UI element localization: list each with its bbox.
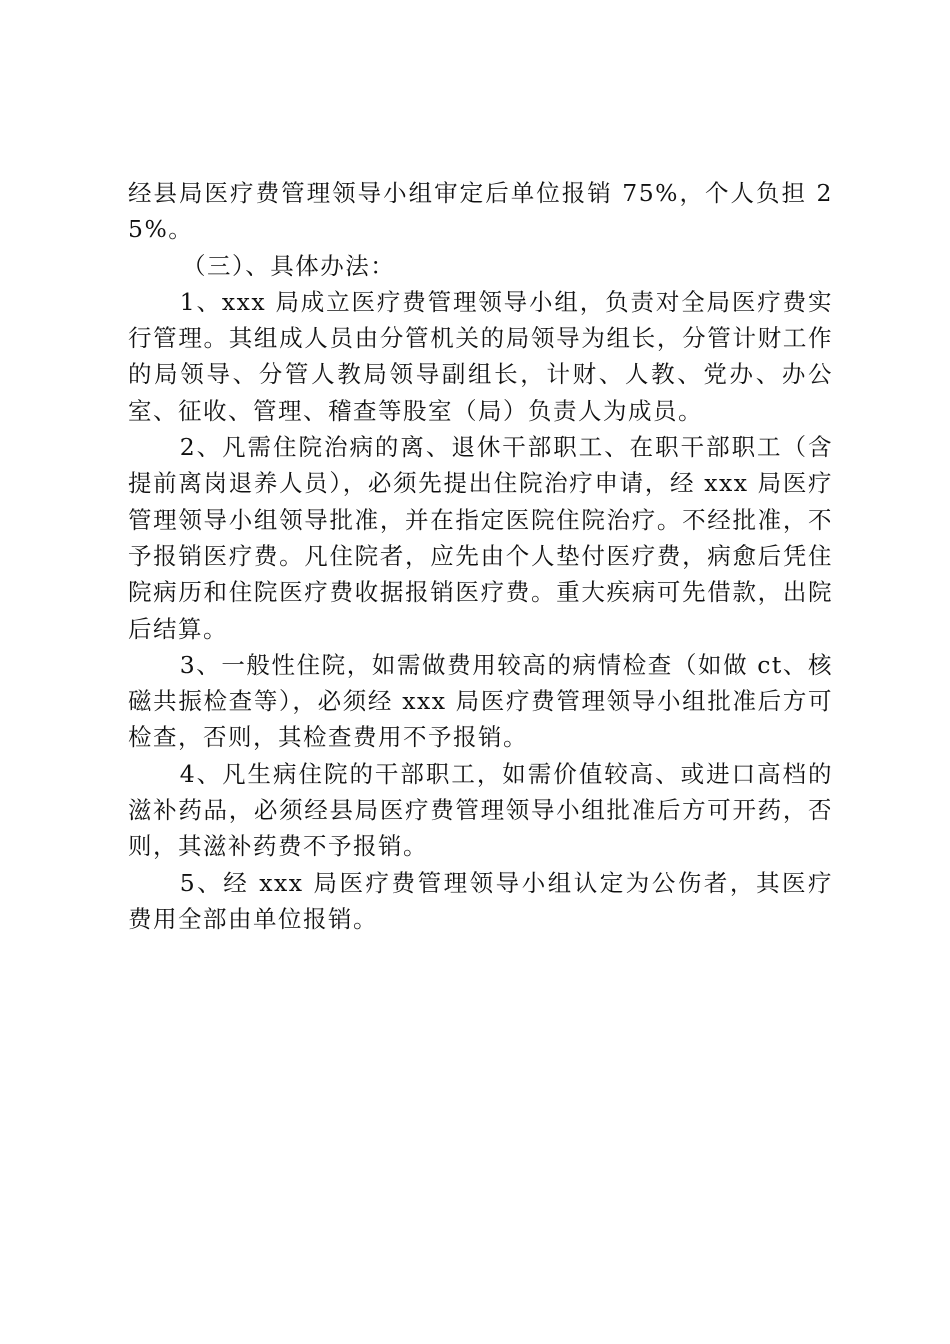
paragraph-item-3: 3、一般性住院，如需做费用较高的病情检查（如做 ct、核磁共振检查等），必须经 xxx 局医疗费管理领导小组批准后方可检查，否则，其检查费用不予报销。 (128, 650, 833, 752)
paragraph-item-4: 4、凡生病住院的干部职工，如需价值较高、或进口高档的滋补药品，必须经县局医疗费管理领导小组批准后方可开药，否则，其滋补药费不予报销。 (128, 759, 833, 861)
paragraph-item-5: 5、经 xxx 局医疗费管理领导小组认定为公伤者，其医疗费用全部由单位报销。 (128, 868, 833, 933)
paragraph-reimbursement-ratio: 经县局医疗费管理领导小组审定后单位报销 75%，个人负担 25%。 (128, 179, 833, 244)
document-body (128, 175, 833, 937)
section-heading-specific-measures: （三）、具体办法： (182, 251, 396, 280)
paragraph-item-1: 1、xxx 局成立医疗费管理领导小组，负责对全局医疗费实行管理。其组成人员由分管机关的局领导为组长，分管计财工作的局领导、分管人教局领导副组长，计财、人教、党办、办公室、征收、管理、稽查等股室（局）负责人为成员。 (128, 287, 833, 425)
paragraph-item-2: 2、凡需住院治病的离、退休干部职工、在职干部职工（含提前离岗退养人员），必须先提出住院治疗申请，经 xxx 局医疗管理领导小组领导批准，并在指定医院住院治疗。不经批准，不予报销医疗费。凡住院者，应先由个人垫付医疗费，病愈后凭住院病历和住院医疗费收据报销医疗费。重大疾病可先借款，出院后结算。 (128, 433, 833, 643)
